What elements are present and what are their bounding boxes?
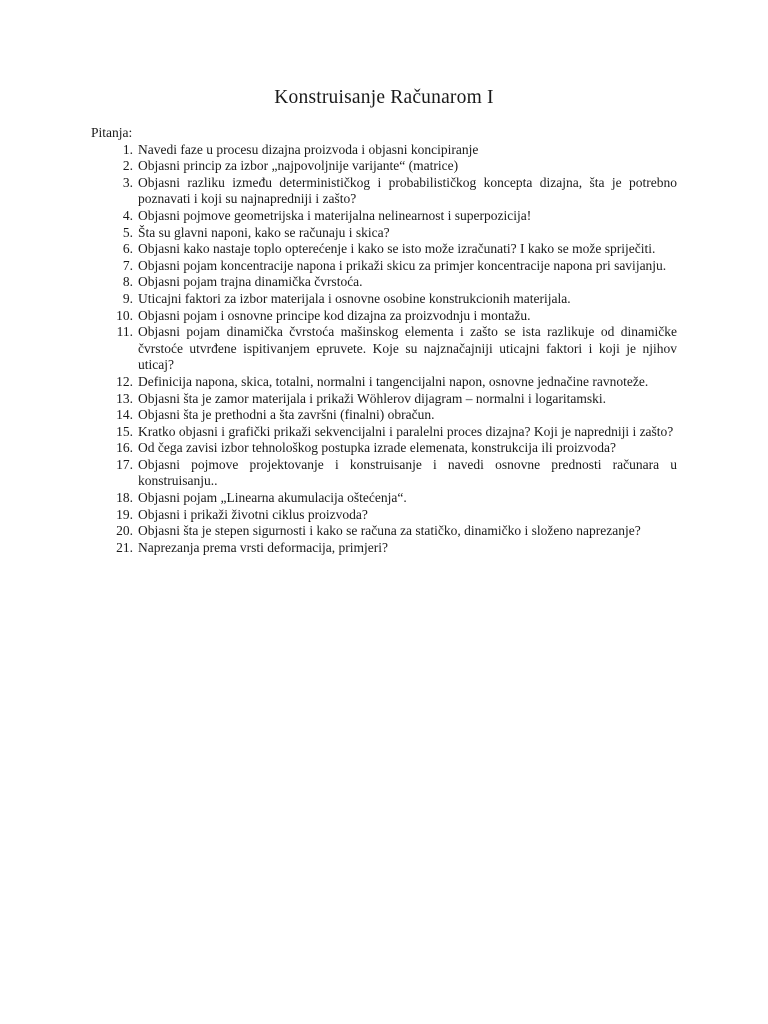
question-number: 10. <box>116 307 133 323</box>
question-text: Navedi faze u procesu dizajna proizvoda i objasni koncipiranje <box>138 141 479 157</box>
question-number: 20. <box>116 523 133 539</box>
question-text: Šta su glavni naponi, kako se računaju i skica? <box>138 224 390 240</box>
question-text: Objasni razliku između determinističkog i probabilističkog koncepta dizajna, šta je potrebno poznavati i koji su najnapredniji i zašto? <box>138 174 677 207</box>
question-text: Objasni pojam dinamička čvrstoća mašinskog elementa i zašto se ista razlikuje od dinamičke čvrstoće utvrđene ispitivanjem epruvete. Koje su najznačajniji uticajni faktori i koji je njihov uticaj? <box>138 324 677 373</box>
question-text: Naprezanja prema vrsti deformacija, primjeri? <box>138 539 389 555</box>
question-number: 6. <box>122 241 133 257</box>
question-number: 1. <box>122 141 133 157</box>
question-item <box>91 507 677 524</box>
questions-intro-label: Pitanja: <box>91 125 133 140</box>
question-number: 14. <box>116 407 133 423</box>
question-item <box>91 274 677 291</box>
question-text: Uticajni faktori za izbor materijala i osnovne osobine konstrukcionih materijala. <box>138 290 571 306</box>
question-text: Od čega zavisi izbor tehnološkog postupka izrade elemenata, konstrukcija ili proizvoda? <box>138 440 616 456</box>
question-item <box>91 540 677 557</box>
question-item <box>91 308 677 325</box>
question-text: Objasni pojmove geometrijska i materijalna nelinearnost i superpozicija! <box>138 207 532 223</box>
question-number: 19. <box>116 506 133 522</box>
question-number: 17. <box>116 456 133 472</box>
question-number: 11. <box>116 324 133 340</box>
question-text: Objasni pojam koncentracije napona i prikaži skicu za primjer koncentracije napona pri savijanju. <box>138 257 667 273</box>
question-number: 21. <box>116 539 133 555</box>
question-number: 15. <box>116 423 133 439</box>
question-number: 3. <box>122 174 133 190</box>
question-text: Objasni šta je prethodni a šta završni (finalni) obračun. <box>138 407 435 423</box>
question-number: 4. <box>122 207 133 223</box>
question-item <box>91 258 677 275</box>
question-text: Objasni pojmove projektovanje i konstruisanje i navedi osnovne prednosti računara u konstruisanju.. <box>138 456 677 489</box>
question-item <box>91 208 677 225</box>
question-text: Objasni šta je stepen sigurnosti i kako se računa za statičko, dinamičko i složeno naprezanje? <box>138 523 641 539</box>
question-item <box>91 324 677 374</box>
question-number: 8. <box>122 274 133 290</box>
question-text: Objasni princip za izbor „najpovoljnije varijante“ (matrice) <box>138 158 459 174</box>
question-item <box>91 457 677 490</box>
question-number: 7. <box>122 257 133 273</box>
document-title: Konstruisanje Računarom I <box>274 87 494 108</box>
question-item <box>91 374 677 391</box>
question-item <box>91 225 677 242</box>
question-item <box>91 440 677 457</box>
question-text: Objasni pojam „Linearna akumulacija oštećenja“. <box>138 490 407 506</box>
question-number: 5. <box>122 224 133 240</box>
question-item <box>91 175 677 208</box>
question-number: 2. <box>122 158 133 174</box>
question-text: Objasni šta je zamor materijala i prikaži Wöhlerov dijagram – normalni i logaritamski. <box>138 390 606 406</box>
question-item <box>91 142 677 159</box>
question-number: 13. <box>116 390 133 406</box>
question-text: Definicija napona, skica, totalni, normalni i tangencijalni napon, osnovne jednačine ravnoteže. <box>138 373 649 389</box>
questions-list <box>91 142 677 557</box>
question-item <box>91 424 677 441</box>
question-text: Objasni pojam trajna dinamička čvrstoća. <box>138 274 363 290</box>
question-text: Objasni i prikaži životni ciklus proizvoda? <box>138 506 368 522</box>
question-number: 12. <box>116 373 133 389</box>
question-item <box>91 291 677 308</box>
question-number: 18. <box>116 490 133 506</box>
question-item <box>91 523 677 540</box>
question-item <box>91 391 677 408</box>
question-text: Objasni pojam i osnovne principe kod dizajna za proizvodnju i montažu. <box>138 307 531 323</box>
question-number: 9. <box>122 290 133 306</box>
question-item <box>91 407 677 424</box>
question-item <box>91 158 677 175</box>
question-item <box>91 490 677 507</box>
question-number: 16. <box>116 440 133 456</box>
question-item <box>91 241 677 258</box>
question-text: Kratko objasni i grafički prikaži sekvencijalni i paralelni proces dizajna? Koji je napredniji i zašto? <box>138 423 674 439</box>
question-text: Objasni kako nastaje toplo opterećenje i kako se isto može izračunati? I kako se može spriječiti. <box>138 241 656 257</box>
